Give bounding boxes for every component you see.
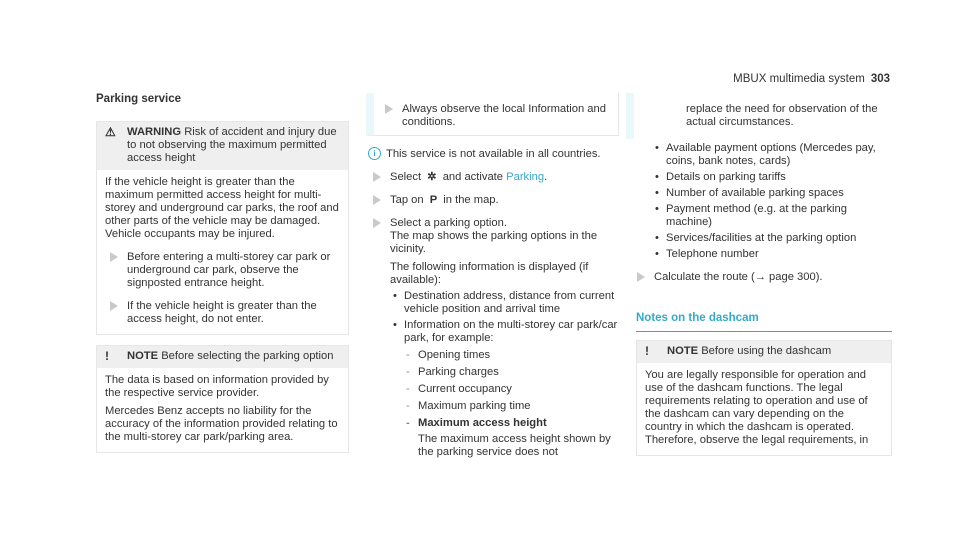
list-item: - Maximum access height (404, 417, 619, 430)
warning-step-2: If the vehicle height is greater than the access height, do not enter. (105, 300, 340, 326)
page-number: 303 (870, 73, 890, 85)
step-arrow-icon (637, 272, 645, 282)
step-arrow-icon (110, 252, 118, 262)
parking-link[interactable]: Parking (506, 171, 545, 183)
list-item: - Current occupancy (404, 383, 619, 396)
step-select-option: Select a parking option. The map shows the parking options in the vicinity. The following information is displayed (if available): • Destination address, distance from current vehicle position and arrival time • Information on the multi-storey car park/car park, for example: - Opening times - Parking charges - Current occupancy - Maximum parking time - Maximum access height The maximum access height shown by the parking service does not (368, 217, 619, 459)
note-box (96, 345, 349, 453)
page-header (733, 73, 890, 86)
dashcam-note-body: You are legally responsible for operation and use of the dashcam functions. The legal requirements relating to operation and use of the dashcam can vary depending on the country in which the dashcam is operated. Therefore, observe the legal requirements, in (645, 369, 869, 446)
list-item: • Number of available parking spaces (652, 187, 892, 200)
list-item: • Details on parking tariffs (652, 171, 892, 184)
note-title: Before selecting the parking option (161, 350, 334, 362)
step-arrow-icon (373, 195, 381, 205)
note-paragraph-1: The data is based on information provided by the respective service provider. (105, 374, 329, 399)
warning-body: If the vehicle height is greater than the maximum permitted access height for multi-storey and underground car parks, the roof and other parts of the vehicle may be damaged. Vehicle occupants may be injured. (105, 176, 339, 240)
note-exclamation-icon: ! (645, 344, 649, 358)
warning-step-1: Before entering a multi-storey car park or underground car park, observe the signposted entrance height. (105, 251, 340, 290)
step-arrow-icon (373, 172, 381, 182)
list-item: - Opening times (404, 349, 619, 362)
header-title: MBUX multimedia system (733, 73, 865, 85)
section-heading: Parking service (96, 93, 182, 105)
note-label: NOTE (127, 350, 159, 362)
list-item: • Available payment options (Mercedes pay, coins, bank notes, cards) (652, 142, 892, 168)
list-item: - Parking charges (404, 366, 619, 379)
settings-symbol-icon: ✲ (427, 171, 437, 183)
list-item: • Payment method (e.g. at the parking machine) (652, 203, 892, 229)
dashcam-title: Notes on the dashcam (636, 312, 892, 332)
list-item: • Telephone number (652, 248, 892, 261)
dashcam-note-label: NOTE (667, 345, 699, 357)
list-item: • Information on the multi-storey car park/car park, for example: (390, 319, 619, 345)
continued-warning (366, 93, 619, 136)
step-select-parking: Select ✲ and activate Parking. (368, 171, 619, 184)
step-arrow-icon (373, 218, 381, 228)
step-arrow-icon (385, 104, 393, 114)
column-middle (366, 93, 619, 459)
dash-note: The maximum access height shown by the parking service does not (418, 433, 611, 458)
column-left (96, 93, 349, 453)
dashcam-note-header (637, 341, 891, 363)
note-paragraph-2: Mercedes Benz accepts no liability for the accuracy of the information provided relating to the multi-storey car park/parking area. (105, 405, 338, 443)
continued-note: replace the need for observation of the actual circumstances. (626, 93, 892, 139)
warning-title: Risk of accident and injury due to not observing the maximum permitted access height (127, 126, 337, 164)
dashcam-note-box (636, 340, 892, 456)
note-exclamation-icon: ! (105, 349, 109, 363)
step-arrow-icon (110, 301, 118, 311)
parking-symbol-icon: P (429, 194, 438, 206)
warning-step-3: Always observe the local Information and conditions. (380, 103, 610, 129)
warning-header (97, 122, 348, 170)
column-right (626, 93, 892, 456)
warning-label: WARNING (127, 126, 182, 138)
info-icon: i (368, 147, 381, 160)
step-calculate-route: Calculate the route (→ page 300). (632, 271, 892, 284)
list-item: • Services/facilities at the parking option (652, 232, 892, 245)
warning-triangle-icon: ⚠ (105, 125, 116, 139)
list-item: - Maximum parking time (404, 400, 619, 413)
step-tap-p: Tap on P in the map. (368, 194, 619, 207)
note-header (97, 346, 348, 368)
dashcam-section (636, 312, 892, 456)
warning-box (96, 121, 349, 335)
availability-info: i This service is not available in all countries. (368, 148, 619, 161)
list-item: • Destination address, distance from current vehicle position and arrival time (390, 290, 619, 316)
dashcam-note-title: Before using the dashcam (701, 345, 832, 357)
